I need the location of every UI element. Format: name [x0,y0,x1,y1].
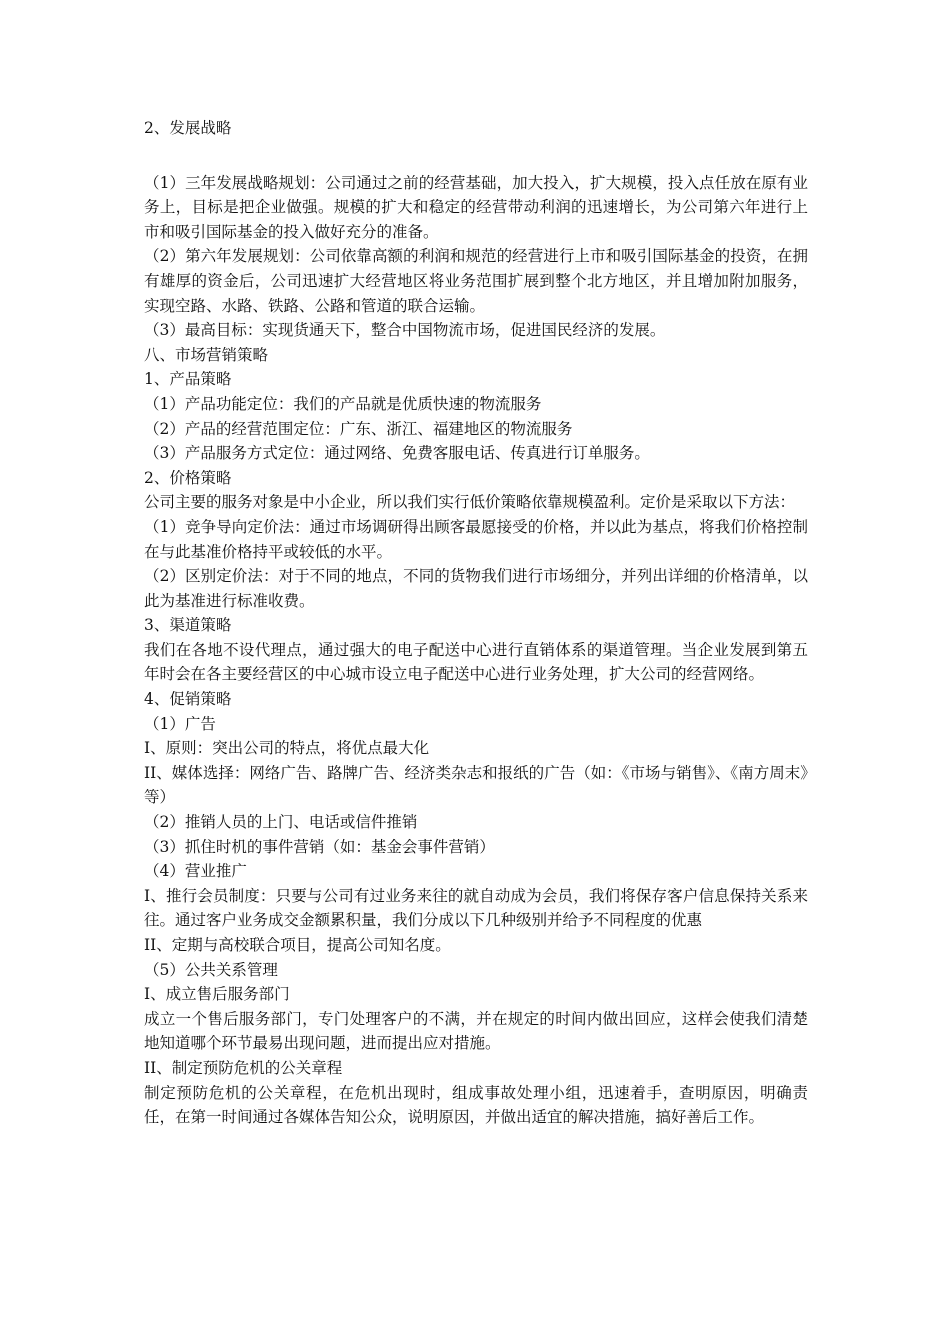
heading-channel-strategy: 3、渠道策略 [144,616,232,635]
paragraph-membership: I、推行会员制度：只要与公司有过业务来往的就自动成为会员，我们将保存客户信息保持关系来往。通过客户业务成交金额累积量，我们分成以下几种级别并给予不同程度的优惠 [144,886,808,930]
paragraph-after-sales-heading: I、成立售后服务部门 [144,985,290,1004]
paragraph-public-relations: （5）公共关系管理 [144,960,278,979]
heading-price-strategy: 2、价格策略 [144,468,232,487]
paragraph-product-service: （3）产品服务方式定位：通过网络、免费客服电话、传真进行订单服务。 [144,444,650,463]
paragraph-principle: I、原则：突出公司的特点，将优点最大化 [144,739,430,758]
paragraph-university-projects: II、定期与高校联合项目，提高公司知名度。 [144,936,451,954]
paragraph-media-selection: II、媒体选择：网络广告、路牌广告、经济类杂志和报纸的广告（如：《市场与销售》、《南方周末》等） [144,763,808,807]
paragraph-sales-promotion: （4）营业推广 [144,862,247,881]
heading-product-strategy: 1、产品策略 [144,370,232,389]
paragraph-crisis-heading: II、制定预防危机的公关章程 [144,1058,343,1077]
paragraph-product-scope: （2）产品的经营范围定位：广东、浙江、福建地区的物流服务 [144,419,573,438]
paragraph-channel: 我们在各地不设代理点，通过强大的电子配送中心进行直销体系的渠道管理。当企业发展到第五年时会在各主要经营区的中心城市设立电子配送中心进行业务处理，扩大公司的经营网络。 [144,640,808,684]
heading-marketing-strategy: 八、市场营销策略 [144,345,269,364]
paragraph-product-function: （1）产品功能定位：我们的产品就是优质快速的物流服务 [144,394,542,413]
paragraph-price-intro: 公司主要的服务对象是中小企业，所以我们实行低价策略依靠规模盈利。定价是采取以下方法： [144,493,796,512]
paragraph-crisis: 制定预防危机的公关章程，在危机出现时，组成事故处理小组，迅速着手，查明原因，明确责任，在第一时间通过各媒体告知公众，说明原因，并做出适宜的解决措施，搞好善后工作。 [144,1083,808,1127]
heading-promotion-strategy: 4、促销策略 [144,690,232,709]
paragraph-competitive-pricing: （1）竞争导向定价法：通过市场调研得出顾客最愿接受的价格，并以此为基点，将我们价格控制在与此基准价格持平或较低的水平。 [144,517,808,561]
paragraph-advertising: （1）广告 [144,714,216,733]
paragraph-three-year-plan: （1）三年发展战略规划：公司通过之前的经营基础，加大投入，扩大规模，投入点任放在原有业务上，目标是把企业做强。规模的扩大和稳定的经营带动利润的迅速增长，为公司第六年进行上市和吸引国际基金的投入做好充分的准备。 [144,173,808,241]
paragraph-event-marketing: （3）抓住时机的事件营销（如：基金会事件营销） [144,837,495,856]
paragraph-after-sales: 成立一个售后服务部门，专门处理客户的不满，并在规定的时间内做出回应，这样会使我们清楚地知道哪个环节最易出现问题，进而提出应对措施。 [144,1009,808,1053]
section-heading: 2、发展战略 [144,119,232,137]
paragraph-personal-selling: （2）推销人员的上门、电话或信件推销 [144,813,418,832]
paragraph-differential-pricing: （2）区别定价法：对于不同的地点，不同的货物我们进行市场细分，并列出详细的价格清单，以此为基准进行标准收费。 [144,567,808,610]
paragraph-sixth-year-plan: （2）第六年发展规划：公司依靠高额的利润和规范的经营进行上市和吸引国际基金的投资，在拥有雄厚的资金后，公司迅速扩大经营地区将业务范围扩展到整个北方地区，并且增加附加服务，实现空路、水路、铁路、公路和管道的联合运输。 [144,247,808,315]
paragraph-ultimate-goal: （3）最高目标：实现货通天下，整合中国物流市场，促进国民经济的发展。 [144,321,666,340]
document-body [144,116,808,1130]
